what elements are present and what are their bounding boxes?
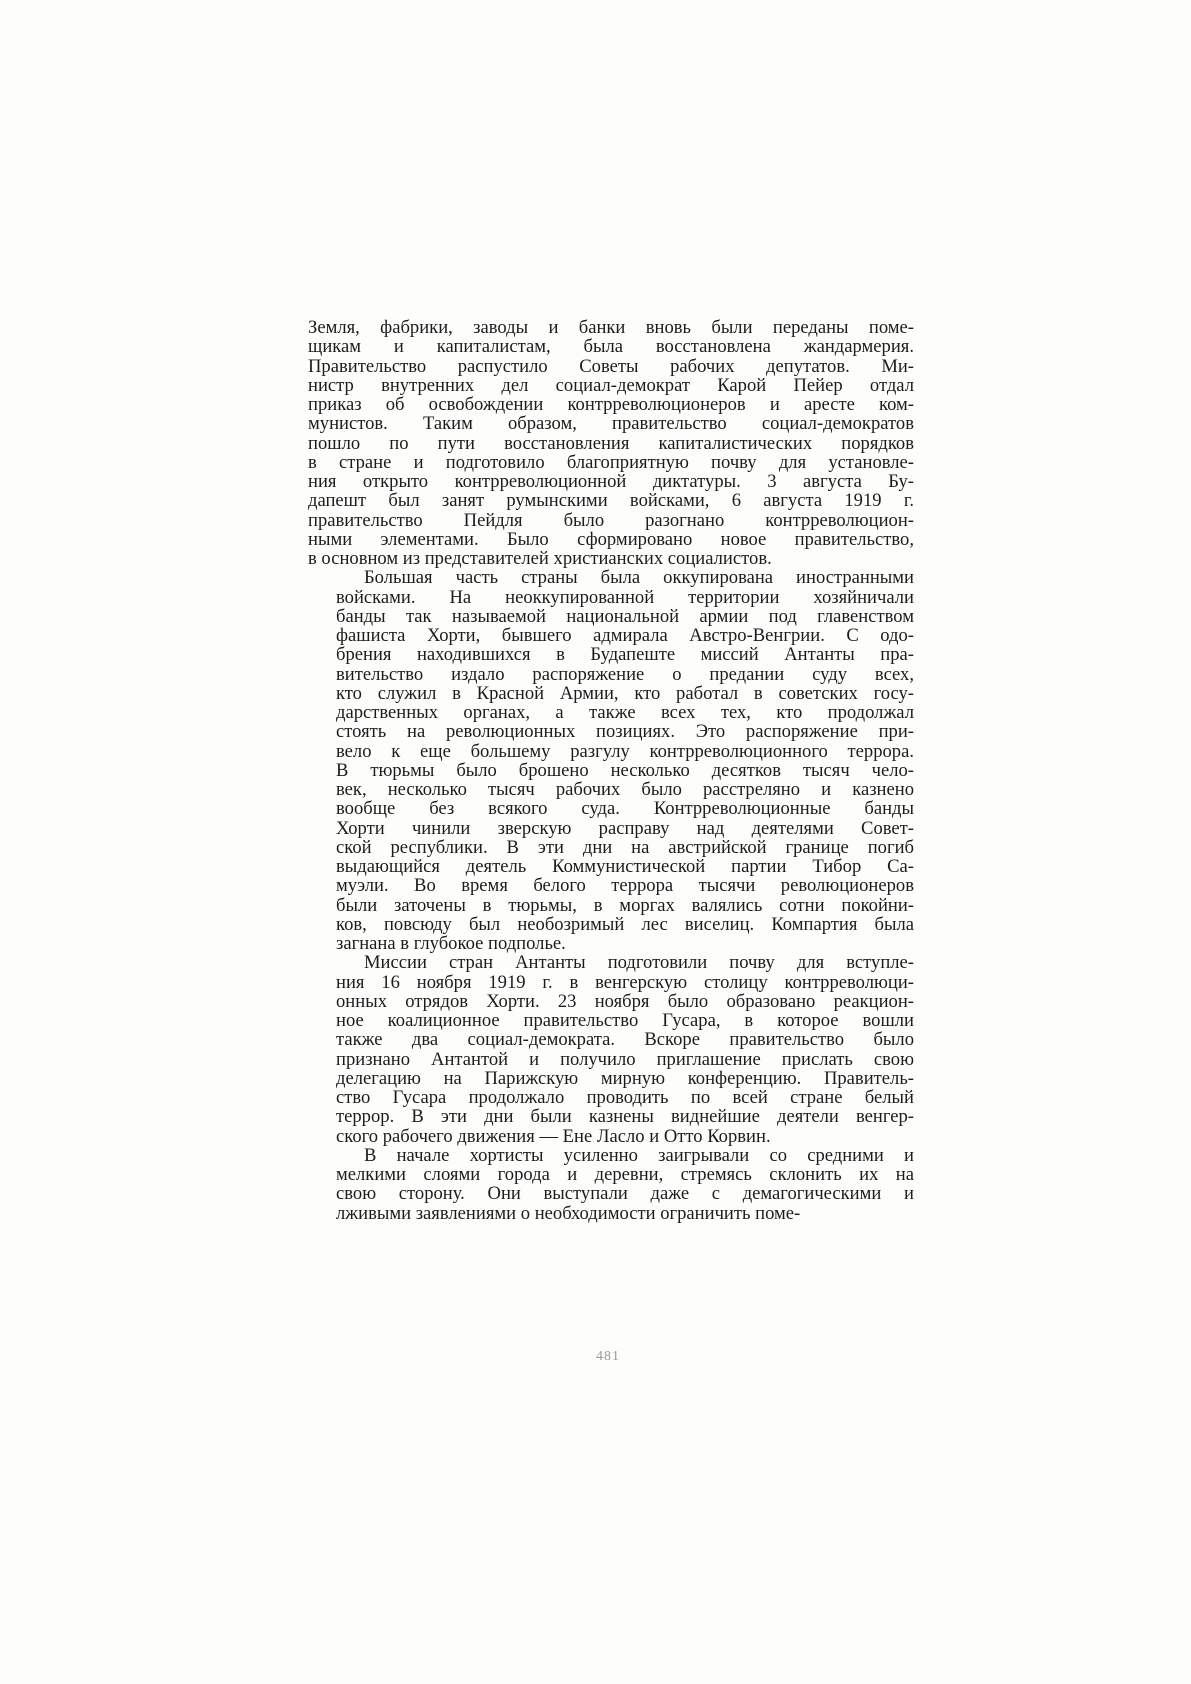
text-line: В тюрьмы было брошено несколько десятков тысяч чело- xyxy=(336,759,914,781)
text-line: пошло по пути восстановления капиталистических порядков xyxy=(308,432,914,454)
text-line: стоять на революционных позициях. Это распоряжение при- xyxy=(336,721,914,743)
text-line: ное коалиционное правительство Гусара, в которое вошли xyxy=(336,1010,914,1031)
text-line: вело к еще большему разгулу контрреволюционного террора. xyxy=(336,740,914,762)
text-line: фашиста Хорти, бывшего адмирала Австро-Венгрии. С одо- xyxy=(336,625,914,646)
text-line: признано Антантой и получило приглашение прислать свою xyxy=(336,1048,914,1070)
text-line: век, несколько тысяч рабочих было расстреляно и казнено xyxy=(336,779,914,800)
text-line: в основном из представителей христианских социалистов. xyxy=(308,548,772,569)
text-line: Миссии стран Антанты подготовили почву для вступле- xyxy=(364,952,914,974)
text-line: ния 16 ноября 1919 г. в венгерскую столицу контрреволюци- xyxy=(336,971,914,993)
text-line: Хорти чинили зверскую расправу над деятелями Совет- xyxy=(336,817,914,839)
text-line: правительство Пейдля было разогнано контрреволюцион- xyxy=(308,509,914,531)
paragraph xyxy=(308,1146,914,1223)
text-line: ство Гусара продолжало проводить по всей стране белый xyxy=(336,1087,914,1108)
text-line: Земля, фабрики, заводы и банки вновь были переданы поме- xyxy=(308,317,914,338)
text-line: вительство издало распоряжение о предании суду всех, xyxy=(336,663,914,685)
text-line: вообще без всякого суда. Контрреволюционные банды xyxy=(336,798,914,820)
text-line: ской республики. В эти дни на австрийской границе погиб xyxy=(336,836,914,858)
paragraph xyxy=(308,953,914,1146)
text-line: террор. В эти дни были казнены виднейшие деятели венгер- xyxy=(336,1106,914,1128)
text-line: в стране и подготовило благоприятную почву для установле- xyxy=(308,451,914,473)
text-line: делегацию на Парижскую мирную конференцию. Правитель- xyxy=(336,1067,914,1089)
text-line: также два социал-демократа. Вскоре правительство было xyxy=(336,1029,914,1051)
text-line: загнана в глубокое подполье. xyxy=(336,933,566,954)
text-line: Правительство распустило Советы рабочих депутатов. Ми- xyxy=(308,355,914,377)
text-line: ского рабочего движения — Ене Ласло и Отто Корвин. xyxy=(336,1125,771,1147)
paragraph xyxy=(308,318,914,568)
text-line: дапешт был занят румынскими войсками, 6 августа 1919 г. xyxy=(308,490,914,512)
text-line: В начале хортисты усиленно заигрывали со средними и xyxy=(364,1144,914,1166)
text-line: мелкими слоями города и деревни, стремясь склонить их на xyxy=(336,1164,914,1185)
text-line: свою сторону. Они выступали даже с демагогическими и xyxy=(336,1183,914,1205)
text-line: кто служил в Красной Армии, кто работал в советских госу- xyxy=(336,682,914,704)
text-line: муэли. Во время белого террора тысячи революционеров xyxy=(336,875,914,897)
text-line: щикам и капиталистам, была восстановлена жандармерия. xyxy=(308,336,914,358)
text-line: нистр внутренних дел социал-демократ Карой Пейер отдал xyxy=(308,374,914,396)
text-line: онных отрядов Хорти. 23 ноября было образовано реакцион- xyxy=(336,990,914,1012)
text-line: ния открыто контрреволюционной диктатуры. 3 августа Бу- xyxy=(308,471,914,492)
text-line: войсками. На неоккупированной территории хозяйничали xyxy=(336,586,914,608)
text-line: банды так называемой национальной армии под главенством xyxy=(336,605,914,627)
body-text xyxy=(308,318,914,1223)
text-line: мунистов. Таким образом, правительство социал-демократов xyxy=(308,413,914,435)
text-line: выдающийся деятель Коммунистической партии Тибор Са- xyxy=(336,856,914,877)
text-line: были заточены в тюрьмы, в моргах валялись сотни покойни- xyxy=(336,894,914,916)
text-line: брения находившихся в Будапеште миссий Антанты пра- xyxy=(336,644,914,666)
text-line: дарственных органах, а также всех тех, кто продолжал xyxy=(336,702,914,723)
text-line: ков, повсюду был необозримый лес виселиц. Компартия была xyxy=(336,913,914,935)
text-line: Большая часть страны была оккупирована иностранными xyxy=(364,567,914,589)
paragraph xyxy=(308,568,914,953)
text-line: ными элементами. Было сформировано новое правительство, xyxy=(308,528,914,550)
page-number: 481 xyxy=(596,1349,620,1364)
text-line: лживыми заявлениями о необходимости ограничить поме- xyxy=(336,1202,801,1224)
text-line: приказ об освобождении контрреволюционеров и аресте ком- xyxy=(308,394,914,415)
